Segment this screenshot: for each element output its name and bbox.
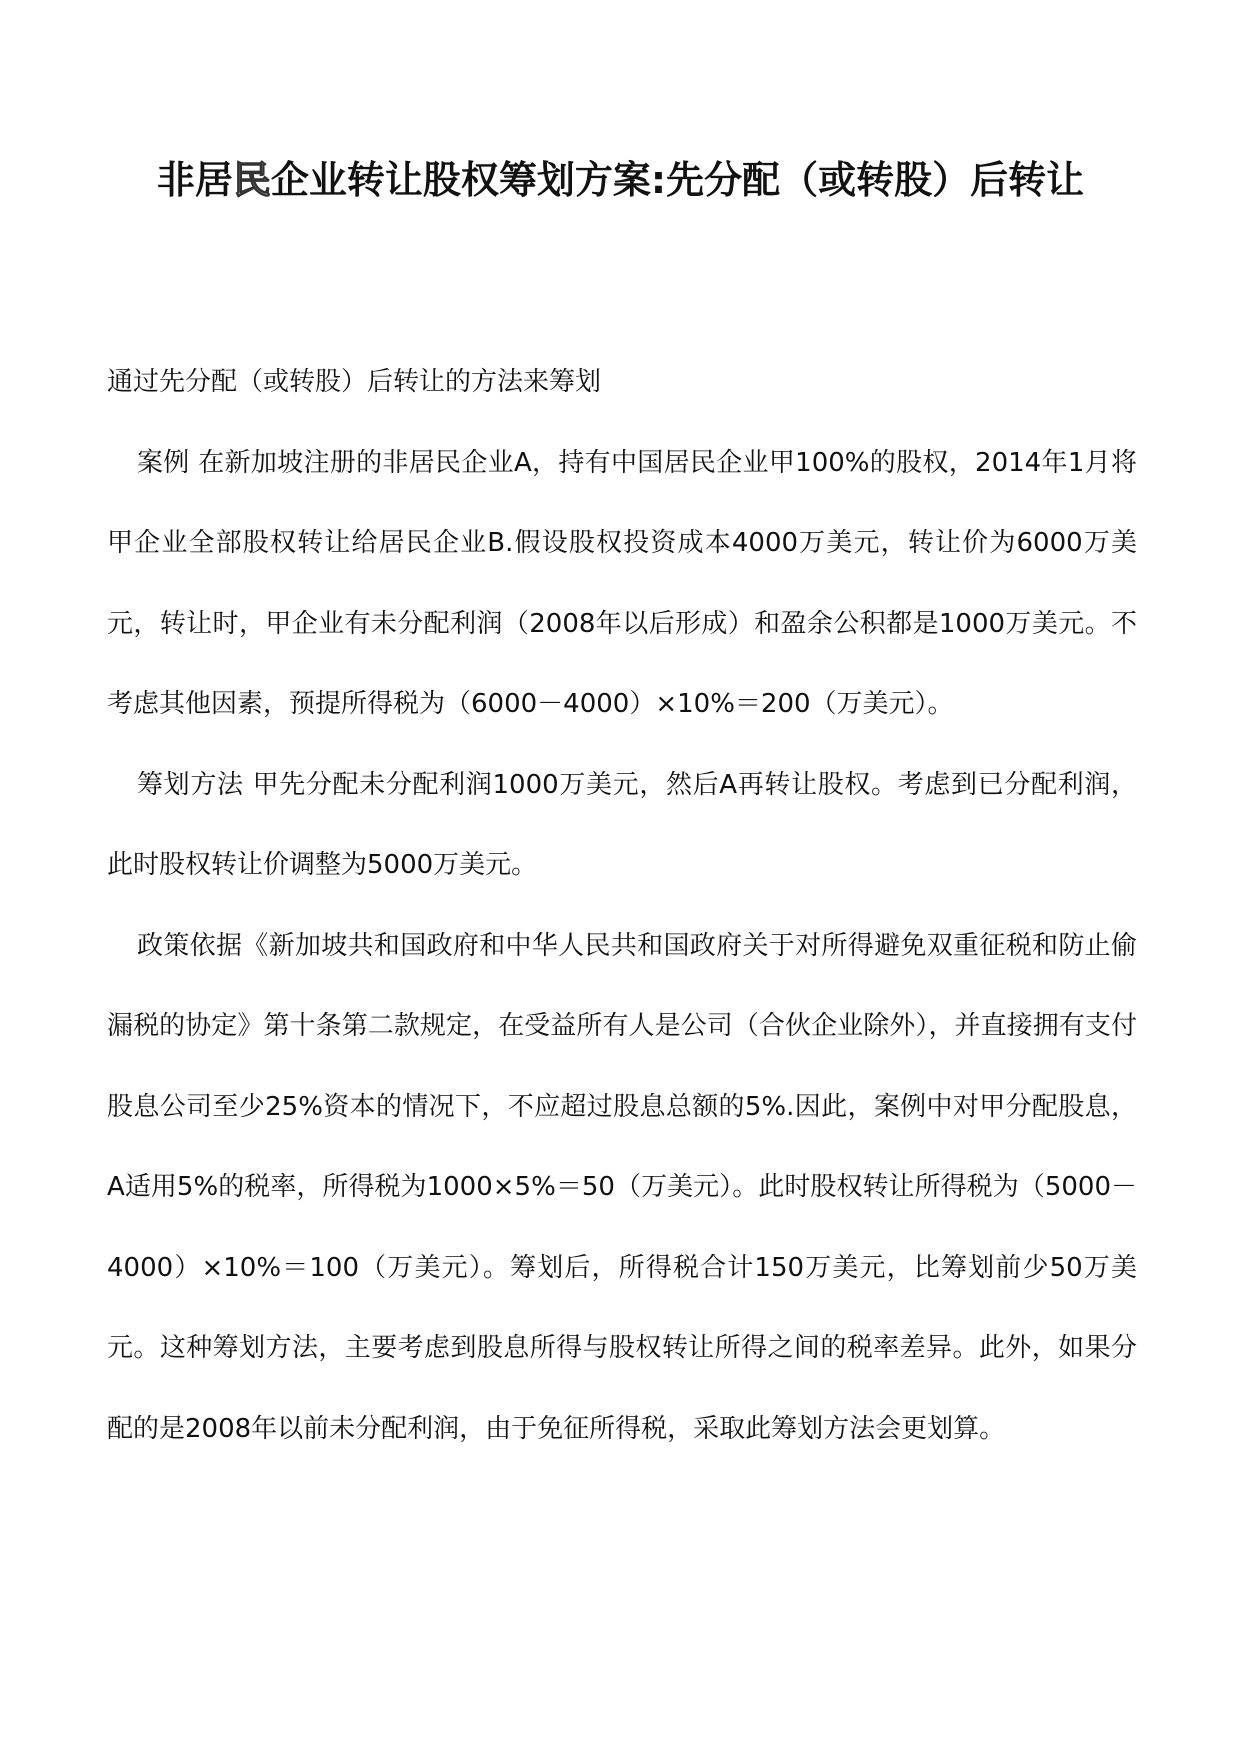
- document-body: [107, 342, 1137, 1469]
- paragraph-method: 筹划方法 甲先分配未分配利润1000万美元，然后A再转让股权。考虑到已分配利润，此时股权转让价调整为5000万美元。: [107, 769, 1137, 880]
- document-title: [0, 150, 1241, 210]
- title-outlined-character: 民: [232, 158, 271, 202]
- title-text-start: 非居: [156, 158, 233, 202]
- paragraph-case: 案例 在新加坡注册的非居民企业A，持有中国居民企业甲100%的股权，2014年1月将甲企业全部股权转让给居民企业B.假设股权投资成本4000万美元，转让价为6000万美元，转让时，甲企业有未分配利润（2008年以后形成）和盈余公积都是1000万美元。不考虑其他因素，预提所得税为（6000－4000）×10%＝200（万美元）。: [107, 447, 1137, 719]
- paragraph-intro: 通过先分配（或转股）后转让的方法来筹划: [107, 367, 602, 397]
- title-text-rest: 企业转让股权筹划方案:先分配（或转股）后转让: [270, 158, 1085, 202]
- paragraph-policy: 政策依据《新加坡共和国政府和中华人民共和国政府关于对所得避免双重征税和防止偷漏税的协定》第十条第二款规定，在受益所有人是公司（合伙企业除外），并直接拥有支付股息公司至少25%资本的情况下，不应超过股息总额的5%.因此，案例中对甲分配股息，A适用5%的税率，所得税为1000×5%＝50（万美元）。此时股权转让所得税为（5000－4000）×10%＝100（万美元）。筹划后，所得税合计150万美元，比筹划前少50万美元。这种筹划方法，主要考虑到股息所得与股权转让所得之间的税率差异。此外，如果分配的是2008年以前未分配利润，由于免征所得税，采取此筹划方法会更划算。: [107, 930, 1137, 1444]
